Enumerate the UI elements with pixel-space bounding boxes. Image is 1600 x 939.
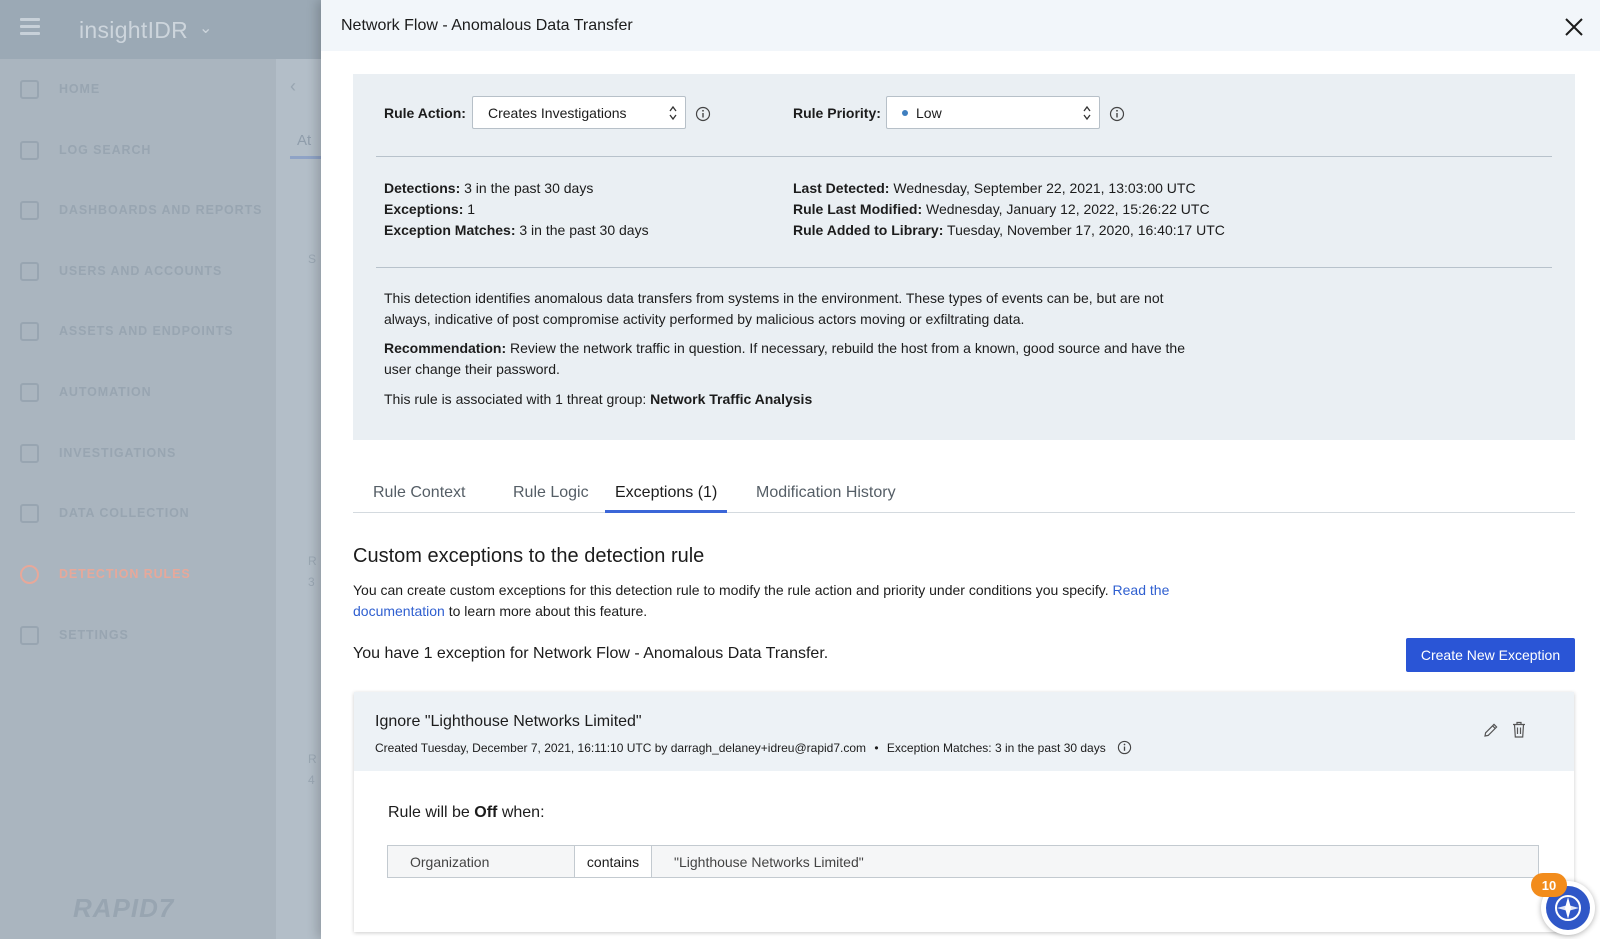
close-icon[interactable] [1563,16,1585,38]
rule-state-value: Off [474,804,498,821]
background-stub-text: R [308,554,317,568]
last-detected-stat: Last Detected: Wednesday, September 22, 2021, 13:03:00 UTC [793,180,1196,196]
user-icon [20,262,39,281]
rule-added-stat: Rule Added to Library: Tuesday, November 17, 2020, 16:40:17 UTC [793,222,1225,238]
divider [376,156,1552,157]
info-icon[interactable] [1109,106,1125,122]
rule-description: This detection identifies anomalous data transfers from systems in the environment. These types of events can be, but are not always, indicative of post compromise activity performed by malicious actors moving or exfiltrating data. [384,290,1164,327]
sidebar-item-investigations[interactable]: INVESTIGATIONS [0,433,276,473]
condition-value: "Lighthouse Networks Limited" [674,853,864,870]
chevron-down-icon[interactable]: ⌄ [199,20,213,37]
background-stub-text: S [308,252,317,266]
sidebar [0,59,276,939]
background-content [276,59,326,939]
background-stub-text: R [308,752,317,766]
sidebar-item-automation[interactable]: AUTOMATION [0,372,276,412]
trash-icon[interactable] [1512,721,1526,738]
rule-detail-drawer [321,0,1600,939]
exception-card-header [354,692,1574,771]
detection-rules-icon [20,565,39,584]
sidebar-item-detection-rules[interactable]: DETECTION RULES [0,554,276,594]
priority-dot-icon [902,110,908,116]
chevron-left-icon[interactable]: ‹ [290,76,296,96]
rule-action-value: Creates Investigations [488,104,627,121]
create-new-exception-button[interactable]: Create New Exception [1406,638,1575,672]
exception-created: Created Tuesday, December 7, 2021, 16:11:10 UTC by darragh_delaney+idreu@rapid7.com [375,741,867,755]
threat-group-name: Network Traffic Analysis [650,391,813,407]
drawer-title: Network Flow - Anomalous Data Transfer [341,17,633,34]
sidebar-item-assets[interactable]: ASSETS AND ENDPOINTS [0,311,276,351]
active-tab-indicator [605,510,727,513]
monitor-icon [20,322,39,341]
background-stub-text: 4 [308,773,315,787]
exceptions-section-text: You can create custom exceptions for this detection rule to modify the rule action and priority under conditions you specify. Read the documentation to learn more about this feature. [353,582,1170,619]
exception-meta [375,740,1132,755]
gear-icon [20,626,39,645]
condition-field: Organization [388,846,575,877]
condition-row [387,845,1539,878]
rule-priority-value: Low [916,104,942,121]
app-topbar [0,0,330,59]
app-logo[interactable]: insightIDR [79,17,189,43]
sidebar-item-data-collection[interactable]: DATA COLLECTION [0,493,276,533]
rule-info-panel [353,74,1575,440]
background-stub-text: 3 [308,575,315,589]
background-tab[interactable]: At [297,132,312,149]
home-icon [20,80,39,99]
investigation-icon [20,444,39,463]
sidebar-item-dashboards[interactable]: DASHBOARDS AND REPORTS [0,190,276,230]
rule-state-text: Rule will be Off when: [388,804,545,821]
rule-priority-select[interactable] [886,96,1100,129]
tab-rule-logic[interactable]: Rule Logic [513,484,589,501]
exceptions-summary: You have 1 exception for Network Flow - Anomalous Data Transfer. [353,645,829,662]
condition-operator: contains [575,846,652,877]
rule-action-select[interactable] [472,96,686,129]
dashboard-icon [20,201,39,220]
data-collection-icon [20,504,39,523]
rule-tabs [353,478,1575,513]
documentation-link[interactable]: Read the documentation [353,582,1170,619]
divider [376,267,1552,268]
select-arrows-icon [1083,105,1091,121]
sidebar-item-home[interactable]: HOME [0,69,276,109]
tab-rule-context[interactable]: Rule Context [373,484,466,501]
tab-exceptions[interactable]: Exceptions (1) [615,484,718,501]
rule-priority-label: Rule Priority: [793,105,881,121]
pencil-icon[interactable] [1483,722,1499,738]
notification-badge: 10 [1531,873,1567,897]
automation-icon [20,383,39,402]
hamburger-menu-icon[interactable] [20,18,40,36]
info-icon[interactable] [695,106,711,122]
rapid7-logo: RAPID7 [73,893,175,923]
rule-recommendation: Recommendation: Review the network traffic in question. If necessary, rebuild the host from a known, good source and have the user change their password. [384,340,1185,377]
sidebar-item-users[interactable]: USERS AND ACCOUNTS [0,251,276,291]
exception-matches: Exception Matches: 3 in the past 30 days [886,741,1106,755]
separator-dot: • [874,741,879,755]
rule-action-label: Rule Action: [384,105,466,121]
exception-matches-stat: Exception Matches: 3 in the past 30 days [384,222,649,238]
detections-stat: Detections: 3 in the past 30 days [384,180,594,196]
sidebar-item-log-search[interactable]: LOG SEARCH [0,130,276,170]
tab-modification-history[interactable]: Modification History [756,484,896,501]
threat-group-line: This rule is associated with 1 threat group: Network Traffic Analysis [384,391,813,407]
info-icon[interactable] [1117,740,1132,755]
sidebar-item-settings[interactable]: SETTINGS [0,615,276,655]
rule-last-modified-stat: Rule Last Modified: Wednesday, January 12, 2022, 15:26:22 UTC [793,201,1210,217]
drawer-header [321,0,1600,51]
exception-card [354,692,1574,932]
exceptions-stat: Exceptions: 1 [384,201,476,217]
log-search-icon [20,141,39,160]
exceptions-section-title: Custom exceptions to the detection rule [353,545,705,567]
exception-title: Ignore "Lighthouse Networks Limited" [375,713,642,730]
select-arrows-icon [669,105,677,121]
